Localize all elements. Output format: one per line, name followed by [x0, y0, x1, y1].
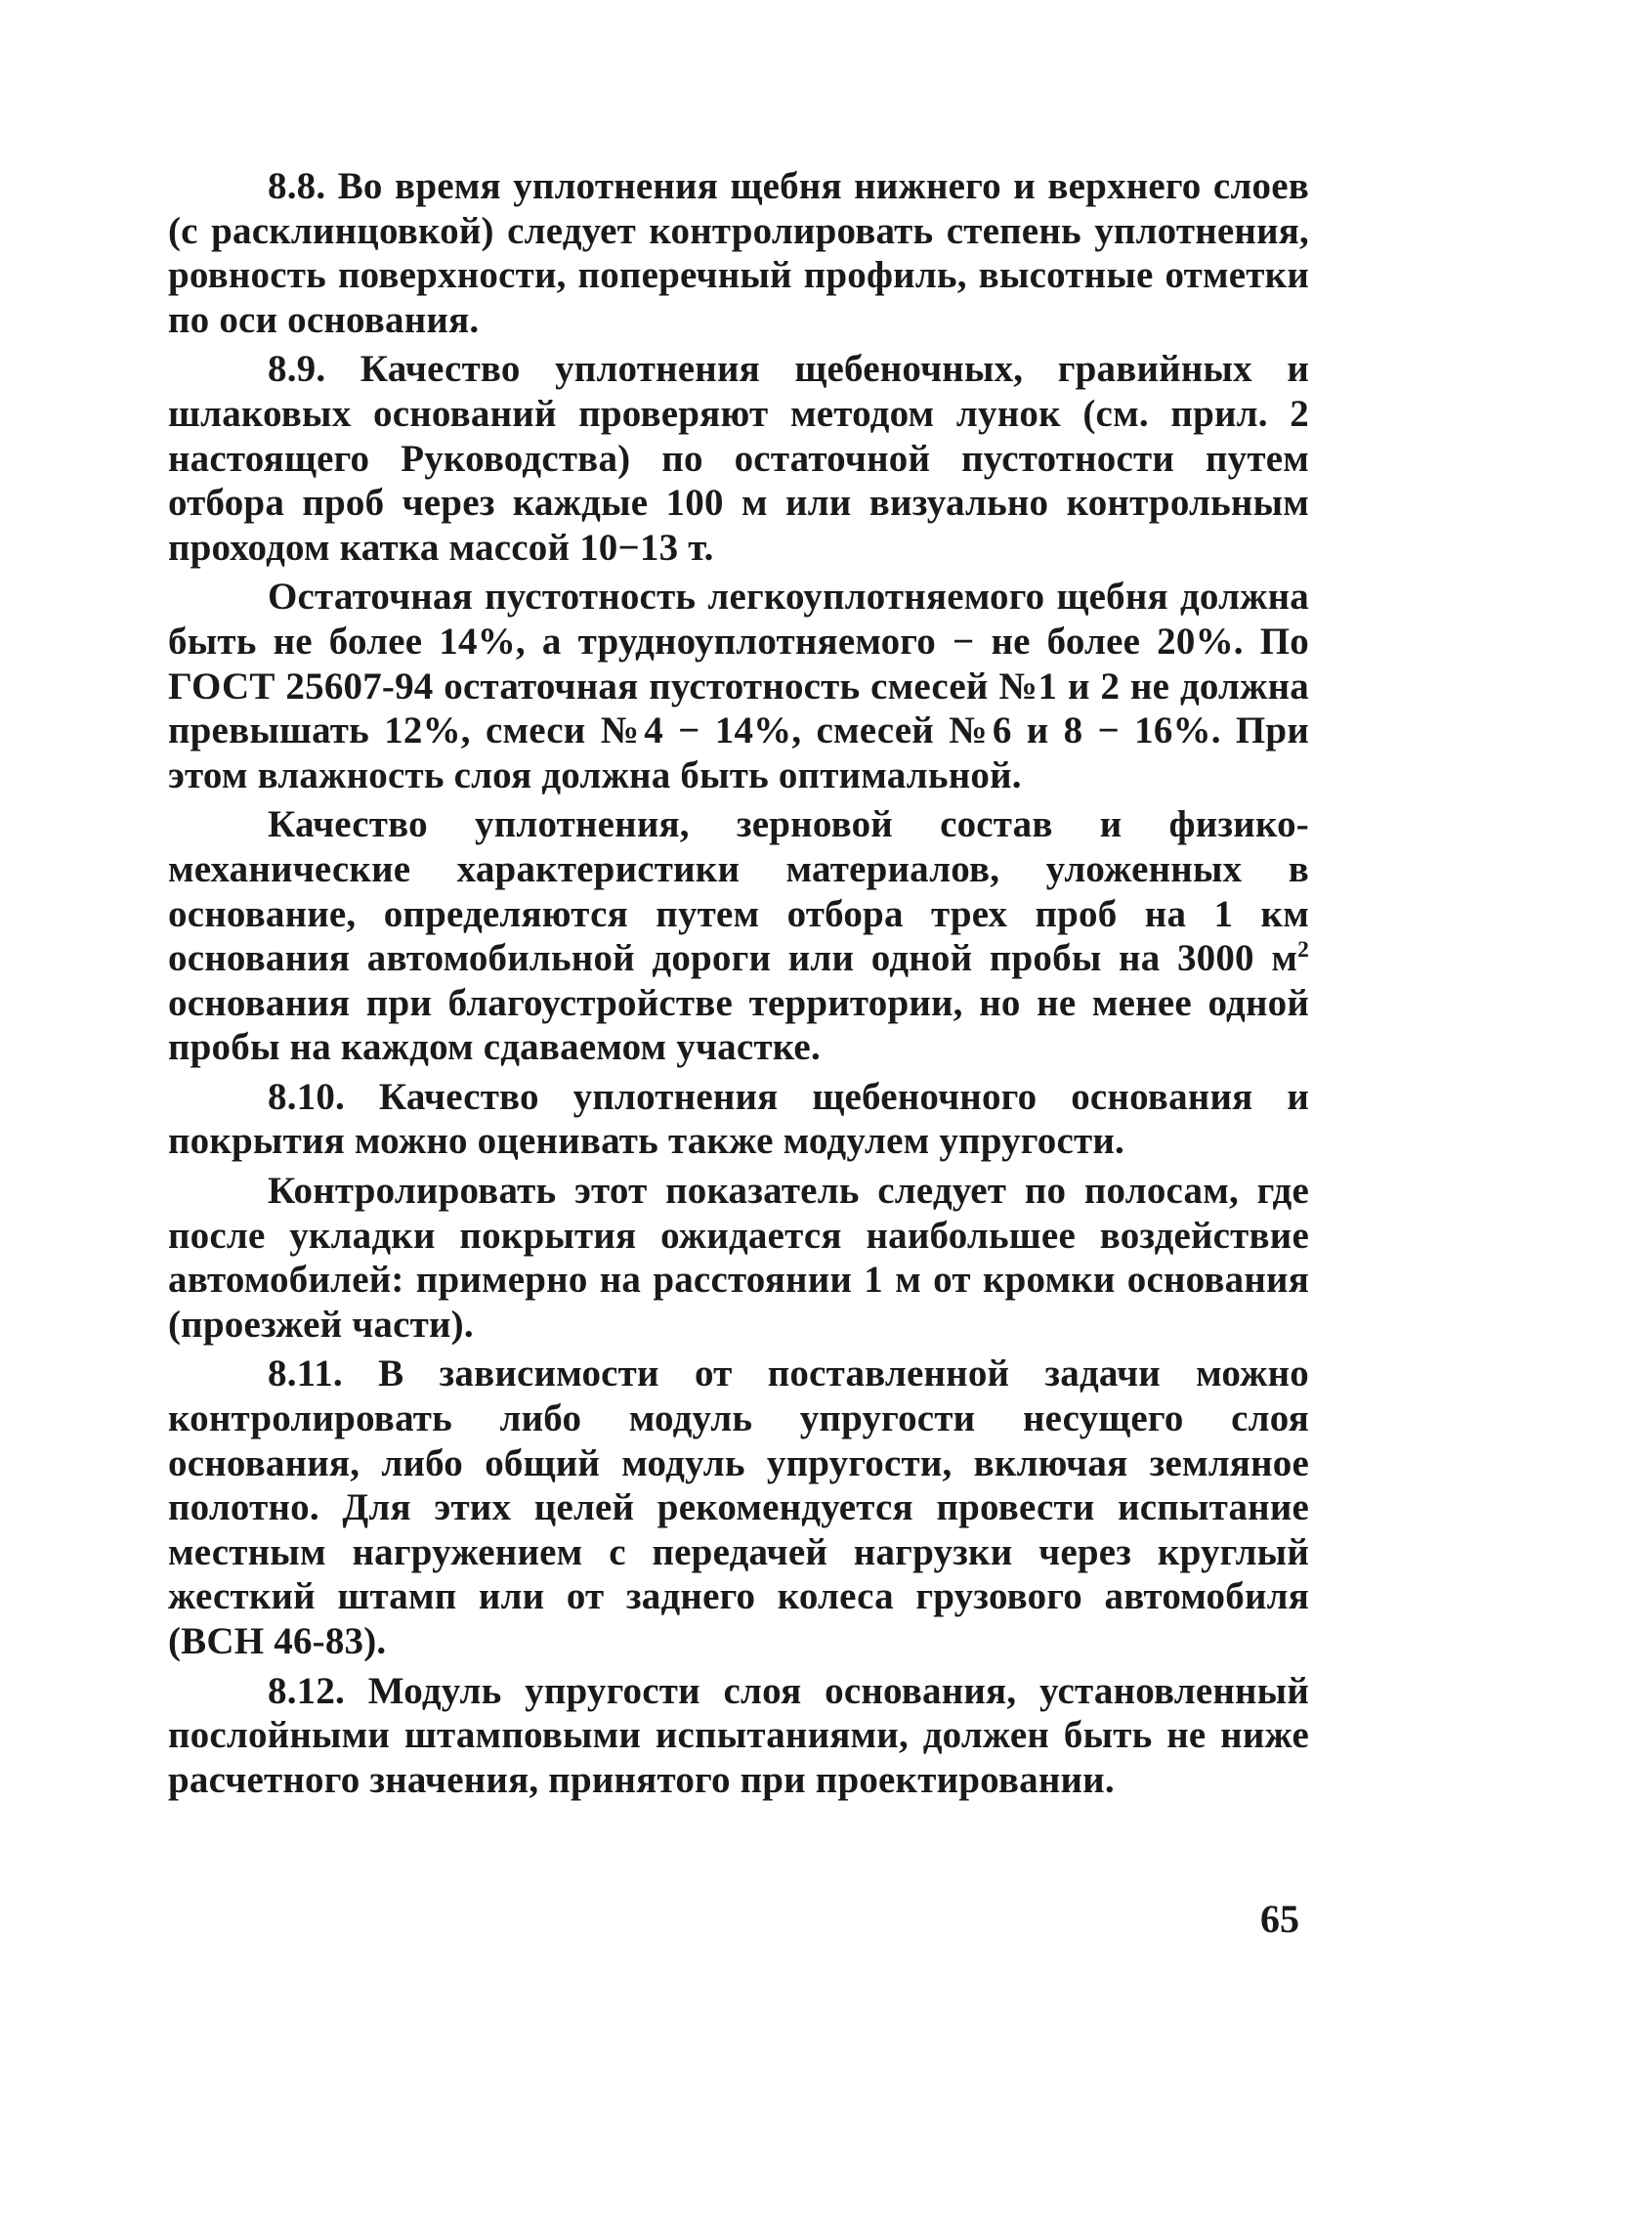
- paragraph-8-8: 8.8. Во время уплотнения щебня нижнего и верхнего слоев (с расклинцовкой) следует контролировать степень уплотнения, ровность поверхности, поперечный профиль, высотные отметки по оси основания.: [168, 165, 1309, 341]
- paragraph-sampling-text: Качество уплотнения, зерновой состав и физико-механические характеристики материалов, уложенных в основание, определяются путем отбора трех проб на 1 км основания автомобильной дороги или одной пробы на 3000 м: [168, 803, 1309, 980]
- superscript-square: 2: [1297, 937, 1309, 964]
- paragraph-sampling: [168, 802, 1309, 1070]
- body-text: [168, 164, 1309, 1807]
- paragraph-8-11: 8.11. В зависимости от поставленной задачи можно контролировать либо модуль упругости несущего слоя основания, либо общий модуль упругости, включая земляное полотно. Для этих целей рекомендуется провести испытание местным нагружением с передачей нагрузки через круглый жесткий штамп или от заднего колеса грузового автомобиля (ВСН 46-83).: [168, 1352, 1309, 1662]
- paragraph-8-9: 8.9. Качество уплотнения щебеночных, гравийных и шлаковых оснований проверяют методом лунок (см. прил. 2 настоящего Руководства) по остаточной пустотности путем отбора проб через каждые 100 м или визуально контрольным проходом катка массой 10−13 т.: [168, 348, 1309, 569]
- paragraph-8-12: 8.12. Модуль упругости слоя основания, установленный послойными штамповыми испытаниями, должен быть не ниже расчетного значения, принятого при проектировании.: [168, 1669, 1309, 1801]
- paragraph-sampling-text-end: основания при благоустройстве территории, но не менее одной пробы на каждом сдаваемом участке.: [168, 981, 1309, 1069]
- paragraph-8-10: 8.10. Качество уплотнения щебеночного основания и покрытия можно оценивать также модулем упругости.: [168, 1075, 1309, 1163]
- page-number: 65: [1260, 1897, 1299, 1941]
- paragraph-residual-voids: Остаточная пустотность легкоуплотняемого щебня должна быть не более 14%, а трудноуплотняемого − не более 20%. По ГОСТ 25607-94 остаточная пустотность смесей №1 и 2 не должна превышать 12%, смеси №4 − 14%, смесей №6 и 8 − 16%. При этом влажность слоя должна быть оптимальной.: [168, 576, 1309, 796]
- paragraph-control-strips: Контролировать этот показатель следует по полосам, где после укладки покрытия ожидается наибольшее воздействие автомобилей: примерно на расстоянии 1 м от кромки основания (проезжей части).: [168, 1170, 1309, 1346]
